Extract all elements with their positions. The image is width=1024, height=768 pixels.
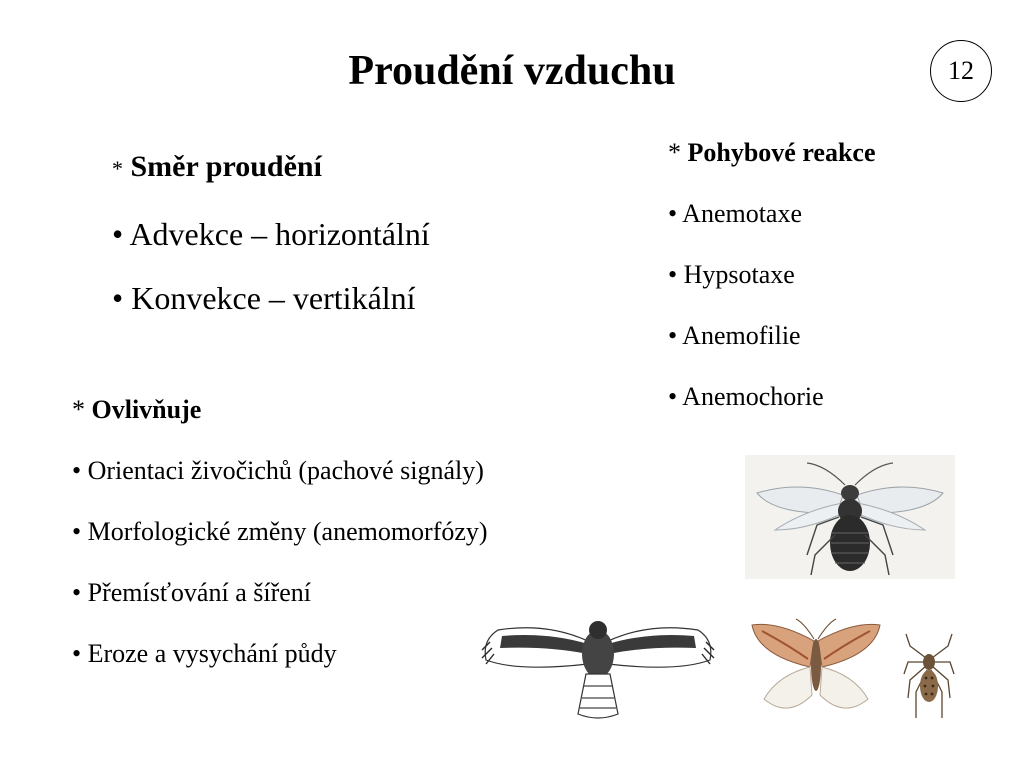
direction-heading [112,146,430,188]
affects-heading [72,393,488,427]
affects-section [72,393,488,671]
direction-item: • Advekce – horizontální [112,216,430,252]
spider-illustration [902,628,956,724]
reactions-star: * [668,138,681,167]
winged-aphid-illustration [745,455,955,579]
affects-item: • Eroze a vysychání půdy [72,639,337,668]
affects-heading-text: Ovlivňuje [91,395,202,424]
reactions-item: • Anemotaxe [668,199,803,228]
reactions-heading [668,136,876,170]
direction-star: * [112,156,123,181]
affects-item: • Přemísťování a šíření [72,578,312,607]
slide-title: Proudění vzduchu [348,48,676,94]
affects-item: • Orientaci živočichů (pachové signály) [72,456,484,485]
affects-star: * [72,395,85,424]
page-number-badge: 12 [930,40,992,102]
direction-heading-text: Směr proudění [130,150,322,183]
reactions-item: • Anemochorie [668,382,824,411]
reactions-heading-text: Pohybové reakce [687,138,876,167]
soaring-hawk-illustration [478,602,718,726]
affects-item: • Morfologické změny (anemomorfózy) [72,517,488,546]
moth-illustration [748,615,884,727]
direction-section [112,146,430,316]
reactions-item: • Hypsotaxe [668,260,795,289]
direction-item: • Konvekce – vertikální [112,280,416,316]
reactions-section [668,136,876,414]
reactions-item: • Anemofilie [668,321,801,350]
